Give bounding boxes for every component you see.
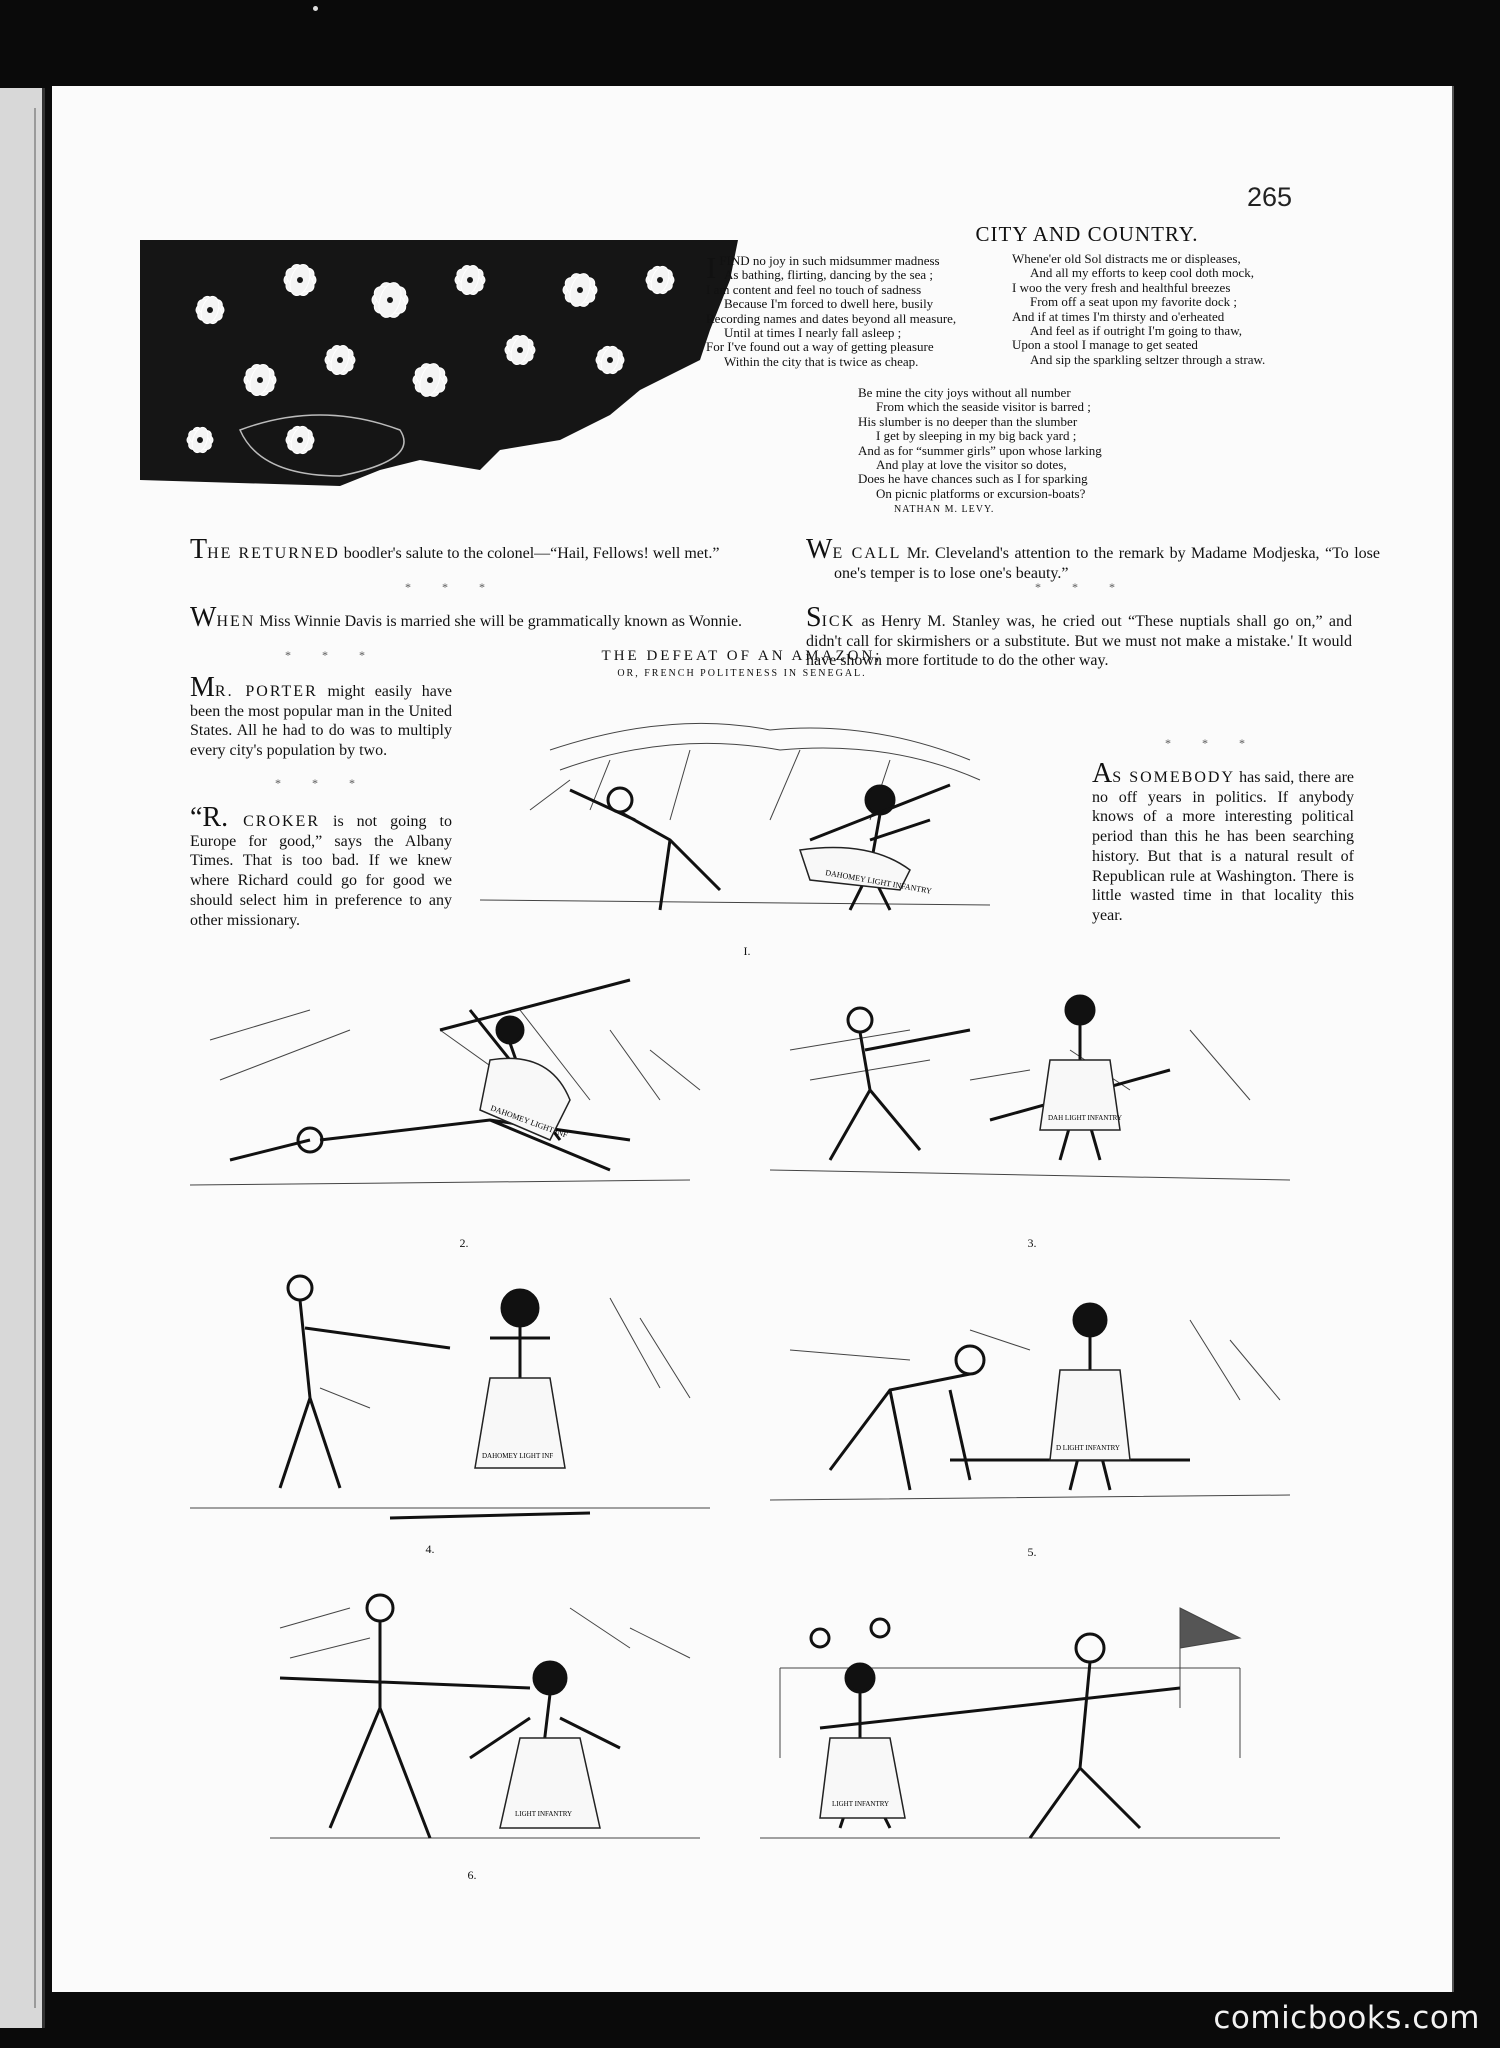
separator: * * *	[285, 648, 379, 662]
page-number: 265	[1247, 182, 1293, 212]
poem-line: Within the city that is twice as cheap.	[724, 353, 919, 369]
comic-panel-6	[270, 1568, 710, 1868]
paragraph-stanley: SICK as Henry M. Stanley was, he cried out “These nuptials shall go on,” and didn't call for skirmishers or a substitute. But we must not make a mistake.' It would have shown more fortitude to do the other way.	[806, 602, 1352, 670]
poem-line: I get by sleeping in my big back yard ;	[876, 428, 1077, 444]
poem-stanza-1	[706, 250, 1006, 369]
poem-line: And play at love the visitor so dotes,	[876, 457, 1067, 473]
poem-title: CITY AND COUNTRY.	[975, 222, 1199, 246]
poem-line: Does he have chances such as I for sparking	[858, 471, 1088, 487]
poem-line: For I've found out a way of getting pleasure	[706, 339, 934, 355]
poem-line: From which the seaside visitor is barred ;	[876, 399, 1091, 415]
poem-author: NATHAN M. LEVY.	[894, 504, 995, 516]
poem-line: Whene'er old Sol distracts me or displeases,	[1012, 251, 1241, 266]
poem-line: Because I'm forced to dwell here, busily	[724, 296, 934, 312]
speck	[313, 6, 318, 11]
paragraph-croker: “R. CROKER is not going to Europe for good,” says the Albany Times. That is too bad. If we knew where Richard could go for good we should select him in preference to any other missionary.	[190, 802, 452, 929]
comic-panel-7	[760, 1568, 1300, 1868]
comic-panel-5	[770, 1280, 1300, 1530]
poem-line: From off a seat upon my favorite dock ;	[1030, 294, 1237, 310]
comic-title: THE DEFEAT OF AN AMAZON;	[601, 648, 883, 664]
tunic-label: LIGHT INFANTRY	[515, 1810, 573, 1818]
left-page-edge	[0, 88, 45, 2028]
tunic-label: DAHOMEY LIGHT INF	[482, 1452, 554, 1460]
tunic-label: DAH LIGHT INFANTRY	[1048, 1114, 1123, 1122]
panel-label-3: 3.	[1027, 1236, 1037, 1250]
poem-stanza-2	[1012, 252, 1332, 367]
poem-line: Until at times I nearly fall asleep ;	[724, 325, 902, 341]
poem-line: And sip the sparkling seltzer through a straw.	[1030, 351, 1266, 367]
tunic-label: D LIGHT INFANTRY	[1056, 1444, 1120, 1452]
poem-line: On picnic platforms or excursion-boats?	[876, 485, 1086, 501]
poem-line: Be mine the city joys without all number	[858, 385, 1071, 400]
paragraph-somebody: AS SOMEBODY has said, there are no off years in politics. If anybody knows of a more interesting political period than this he has been searching history. But that is a natural result of Republican rule at Washington. There is little wasted time in that locality this year.	[1092, 758, 1354, 924]
poem-line: And if at times I'm thirsty and o'erheated	[1012, 308, 1225, 324]
paragraph-returned: THE RETURNED boodler's salute to the colonel—“Hail, Fellows! well met.”	[190, 534, 720, 565]
panel-label-6: 6.	[467, 1868, 477, 1882]
panel-label-4: 4.	[425, 1542, 435, 1556]
separator: * * *	[1165, 736, 1259, 750]
poem-line: IFIND no joy in such midsummer madness	[706, 250, 940, 285]
separator: * * *	[405, 580, 499, 594]
poem-line: I woo the very fresh and healthful breezes	[1012, 279, 1231, 295]
paragraph-cleveland: WE CALL Mr. Cleveland's attention to the remark by Madame Modjeska, “To lose one's temper is to lose one's beauty.”	[806, 534, 1381, 582]
panel-label-2: 2.	[459, 1236, 469, 1250]
poem-line: And as for “summer girls” upon whose larking	[858, 442, 1102, 458]
paragraph-winnie: WHEN Miss Winnie Davis is married she will be grammatically known as Wonnie.	[190, 602, 743, 633]
comic-panel-1	[470, 690, 1010, 940]
tunic-label: LIGHT INFANTRY	[832, 1800, 890, 1808]
separator: * * *	[275, 776, 369, 790]
comic-panel-2	[190, 970, 710, 1220]
panel-label-1: I.	[743, 944, 751, 958]
comic-subtitle: OR, FRENCH POLITENESS IN SENEGAL.	[617, 668, 867, 679]
poem-line: As bathing, flirting, dancing by the sea ;	[724, 267, 934, 283]
flower-illustration	[140, 240, 738, 486]
watermark: comicbooks.com	[1213, 2000, 1480, 2036]
poem-line: And feel as if outright I'm going to thaw,	[1030, 323, 1242, 339]
poem-line: I am content and feel no touch of sadness	[706, 281, 922, 297]
poem-line: Upon a stool I manage to get seated	[1012, 337, 1198, 353]
poem-stanza-3	[858, 386, 1198, 518]
comic-panel-3	[770, 970, 1300, 1220]
poem-line: And all my efforts to keep cool doth mock,	[1030, 265, 1254, 281]
tunic-label: DAHOMEY LIGHT INF	[489, 1103, 569, 1140]
poem-line: His slumber is no deeper than the slumber	[858, 413, 1078, 429]
tunic-label: DAHOMEY LIGHT INFANTRY	[824, 868, 933, 896]
drop-cap: I	[706, 250, 717, 285]
poem-line: Recording names and dates beyond all measure,	[706, 310, 957, 326]
comic-panel-4	[190, 1258, 720, 1548]
panel-label-5: 5.	[1027, 1545, 1037, 1559]
paragraph-porter: MR. PORTER might easily have been the most popular man in the United States. All he had to do was to multiply every city's population by two.	[190, 672, 453, 760]
separator: * * *	[1035, 580, 1129, 594]
